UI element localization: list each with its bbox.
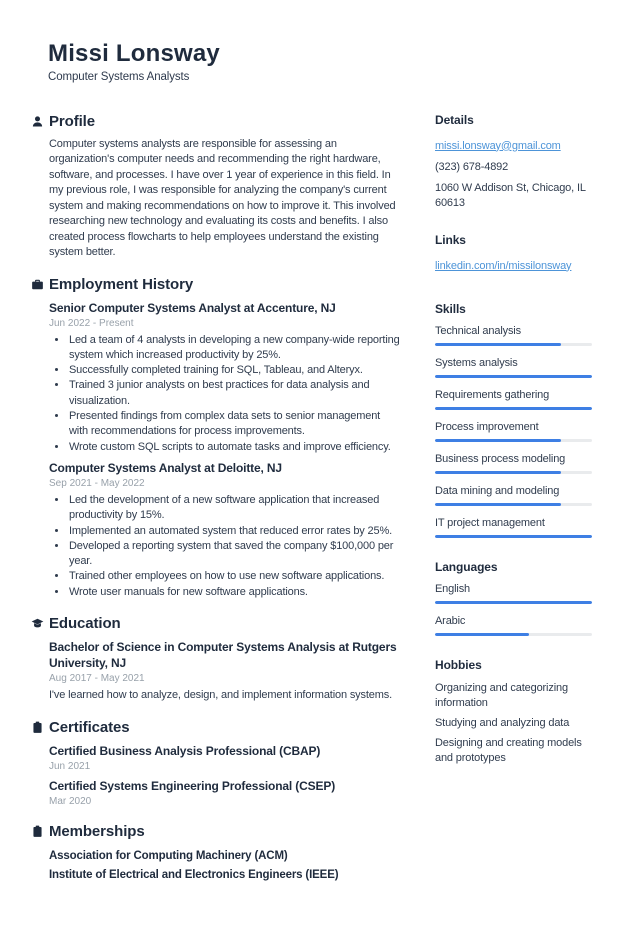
hobbies-heading: Hobbies (435, 657, 482, 672)
skill-bar-fill (435, 471, 561, 474)
job-bullet-list (49, 493, 400, 600)
certificate-title: Certified Systems Engineering Professional (CSEP) (49, 778, 336, 793)
education-heading: Education (49, 615, 121, 633)
job-bullet: • Successfully completed training for SQL, Tableau, and Alteryx. (68, 363, 400, 378)
degree-title: Bachelor of Science in Computer Systems Analysis at Rutgers University, NJ (49, 640, 397, 671)
membership-item: Institute of Electrical and Electronics Engineers (IEEE) (49, 868, 339, 881)
section-certificates (31, 719, 400, 808)
job-title: Senior Computer Systems Analyst at Accenture, NJ (49, 300, 336, 315)
education-entry (49, 639, 400, 704)
certificate-dates: Mar 2020 (49, 795, 92, 807)
details-heading: Details (435, 112, 474, 127)
skill-bar-fill (435, 439, 561, 442)
hobby-item: Designing and creating models and prototypes (435, 736, 582, 764)
skill-item (435, 389, 592, 410)
skills-group (435, 302, 592, 538)
certificate-dates: Jun 2021 (49, 760, 91, 772)
language-bar-fill (435, 601, 592, 604)
hobbies-group (435, 658, 592, 766)
address: 1060 W Addison St, Chicago, IL 60613 (435, 181, 586, 209)
job-bullet: • Presented findings from complex data sets to senior management with recommendations for process improvements. (68, 409, 400, 440)
skill-item (435, 517, 592, 538)
phone-number: (323) 678-4892 (435, 160, 509, 173)
job-bullet: • Trained other employees on how to use new software applications. (68, 569, 400, 584)
briefcase-icon (31, 278, 44, 291)
skill-label: IT project management (435, 516, 545, 529)
skill-bar (435, 343, 592, 346)
graduation-cap-icon (31, 617, 44, 630)
certificate-entry (49, 743, 400, 773)
linkedin-link[interactable]: linkedin.com/in/missilonsway (435, 259, 572, 272)
candidate-name: Missi Lonsway (48, 40, 220, 67)
job-dates: Sep 2021 - May 2022 (49, 477, 145, 489)
certificate-entry (49, 778, 400, 808)
job-bullet: • Led the development of a new software application that increased productivity by 15%. (68, 493, 400, 524)
skill-bar (435, 407, 592, 410)
section-memberships (31, 823, 400, 885)
skill-label: Process improvement (435, 420, 539, 433)
skill-bar-fill (435, 503, 561, 506)
membership-item: Association for Computing Machinery (ACM) (49, 849, 288, 862)
languages-heading: Languages (435, 559, 498, 574)
skill-bar (435, 503, 592, 506)
profile-text: Computer systems analysts are responsible for assessing an organization's computer needs and recommending the right hardware, software, and processes. I have over 1 year of experience in this field. In my previous role, I was responsible for analyzing the company's current system and making recommendations on how to improve it. This involved researching new technology and evaluating its costs and benefits. I also created process flowcharts to help employees understand the existing system better. (49, 137, 396, 259)
language-label: Arabic (435, 614, 466, 627)
job-bullet: • Trained 3 junior analysts on best practices for data analysis and visualization. (68, 378, 400, 409)
job-entry (49, 300, 400, 455)
skill-label: Technical analysis (435, 324, 521, 337)
skill-item (435, 325, 592, 346)
skill-label: Systems analysis (435, 356, 518, 369)
certificates-heading: Certificates (49, 718, 130, 736)
skill-bar (435, 439, 592, 442)
section-education (31, 615, 400, 704)
resume-header (0, 40, 640, 83)
links-heading: Links (435, 232, 466, 247)
job-bullet-list (49, 333, 400, 455)
skill-label: Requirements gathering (435, 388, 550, 401)
skill-bar (435, 375, 592, 378)
memberships-heading-row (31, 823, 400, 840)
language-label: English (435, 582, 471, 595)
job-bullet: • Led a team of 4 analysts in developing a new company-wide reporting system which increased productivity by 25%. (68, 333, 400, 364)
job-bullet: • Implemented an automated system that reduced error rates by 25%. (68, 524, 400, 539)
job-dates: Jun 2022 - Present (49, 317, 134, 329)
language-bar (435, 601, 592, 604)
skill-label: Business process modeling (435, 452, 566, 465)
skill-bar (435, 535, 592, 538)
job-entry (49, 460, 400, 600)
certificates-heading-row (31, 719, 400, 736)
languages-group (435, 560, 592, 636)
skill-item (435, 453, 592, 474)
job-bullet: • Developed a reporting system that saved the company $100,000 per year. (68, 539, 400, 570)
section-profile (31, 113, 400, 261)
skill-bar-fill (435, 375, 592, 378)
clipboard-icon (31, 721, 44, 734)
employment-heading-row (31, 276, 400, 293)
language-bar-fill (435, 633, 529, 636)
job-bullet: • Wrote custom SQL scripts to automate tasks and improve efficiency. (68, 440, 400, 455)
education-heading-row (31, 615, 400, 632)
language-item (435, 615, 592, 636)
profile-heading: Profile (49, 112, 95, 130)
language-item (435, 583, 592, 604)
language-bar (435, 633, 592, 636)
employment-heading: Employment History (49, 275, 194, 293)
skill-label: Data mining and modeling (435, 484, 560, 497)
main-column (31, 113, 400, 900)
hobby-item: Organizing and categorizing information (435, 681, 568, 709)
links-group (435, 233, 592, 280)
skill-bar (435, 471, 592, 474)
skill-bar-fill (435, 535, 592, 538)
certificate-title: Certified Business Analysis Professional (CBAP) (49, 743, 321, 758)
hobby-item: Studying and analyzing data (435, 716, 570, 729)
user-icon (31, 115, 44, 128)
skill-bar-fill (435, 407, 592, 410)
clipboard-icon (31, 825, 44, 838)
job-title: Computer Systems Analyst at Deloitte, NJ (49, 460, 282, 475)
content-columns (0, 113, 640, 900)
skill-item (435, 421, 592, 442)
skill-item (435, 357, 592, 378)
job-bullet: • Wrote user manuals for new software applications. (68, 585, 400, 600)
email-link[interactable]: missi.lonsway@gmail.com (435, 139, 561, 152)
education-description: I've learned how to analyze, design, and implement information systems. (49, 689, 393, 702)
skills-heading: Skills (435, 301, 466, 316)
skill-bar-fill (435, 343, 561, 346)
skill-item (435, 485, 592, 506)
candidate-job-title: Computer Systems Analysts (48, 70, 190, 83)
details-group (435, 113, 592, 211)
profile-heading-row (31, 113, 400, 130)
memberships-heading: Memberships (49, 822, 145, 840)
education-dates: Aug 2017 - May 2021 (49, 673, 145, 685)
section-employment (31, 276, 400, 600)
sidebar-column (435, 113, 592, 900)
